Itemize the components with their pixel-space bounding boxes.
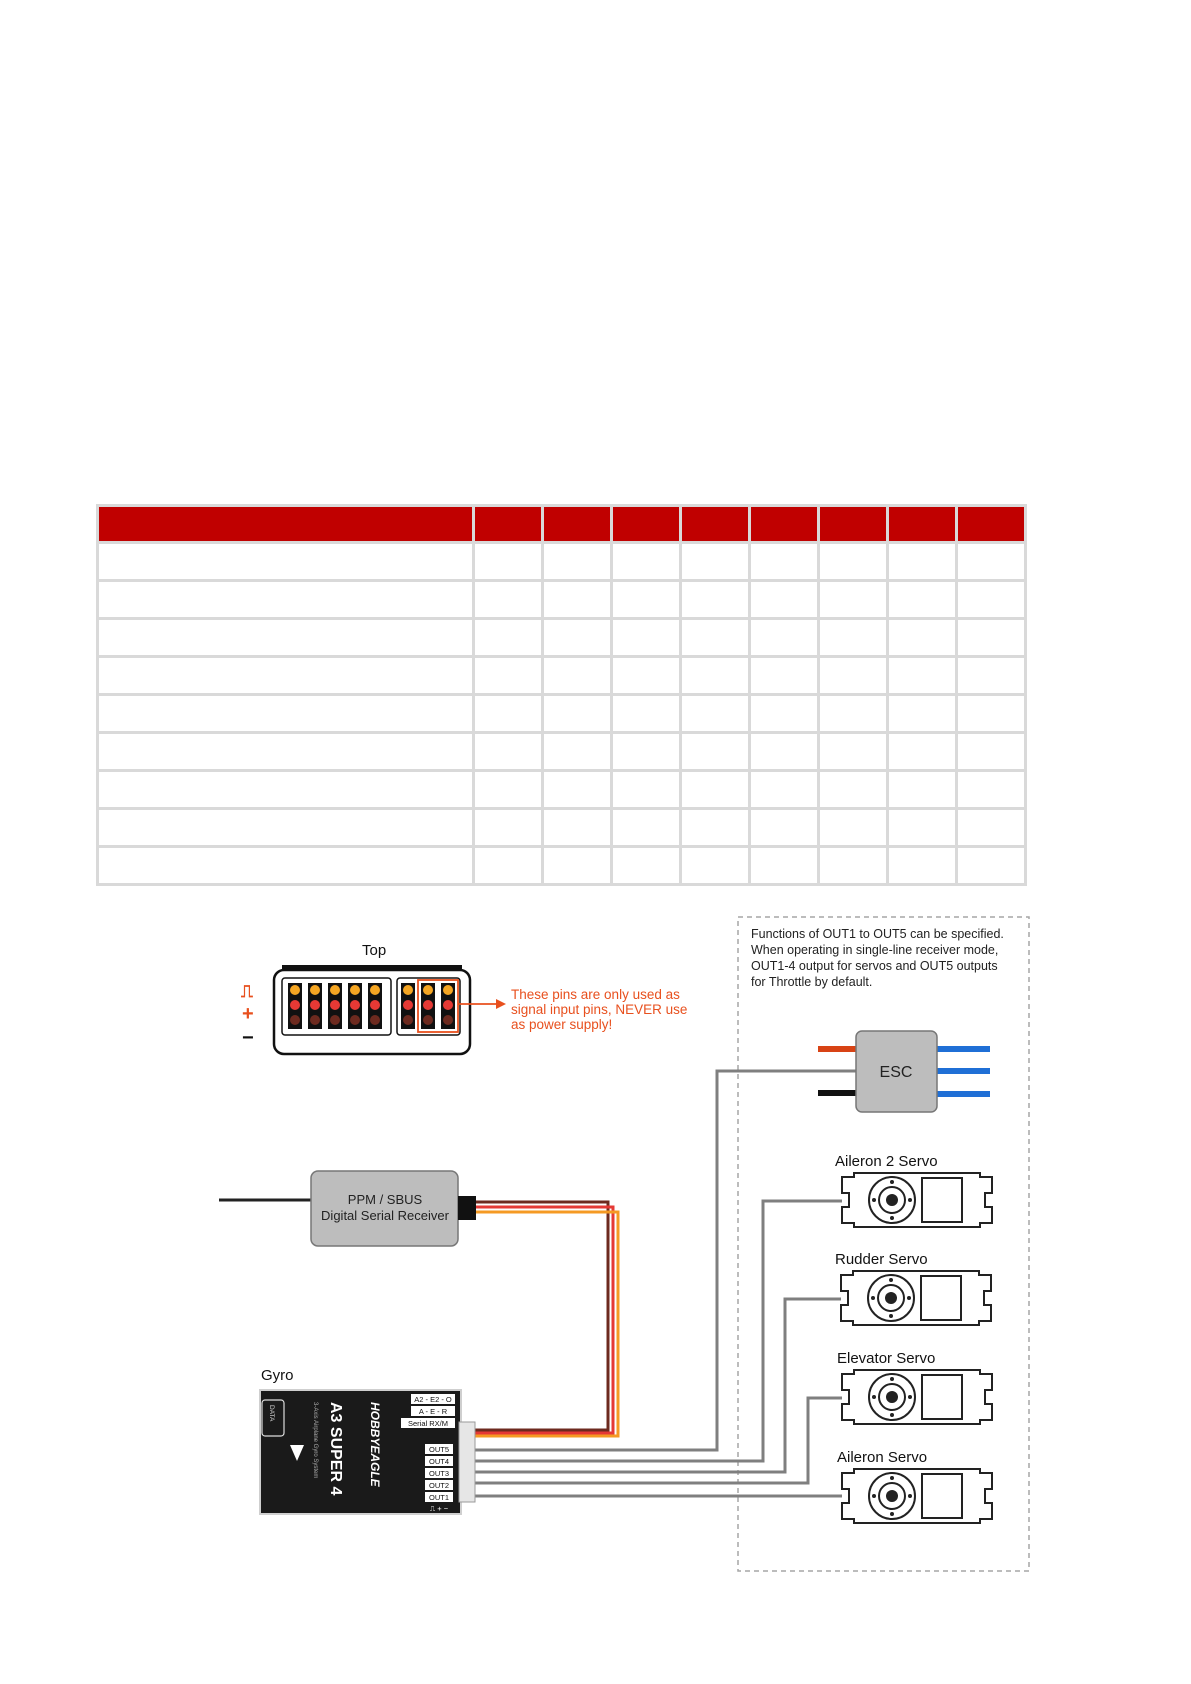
gyro: [259, 1389, 475, 1515]
port-label: A - E - R: [418, 1407, 448, 1416]
warning-text: These pins are only used as signal input pins, NEVER use as power supply!: [511, 987, 688, 1032]
warning-arrow-head: [496, 999, 506, 1009]
pin-column: [308, 983, 322, 1029]
gyro-out-labels: [425, 1444, 453, 1502]
servo-label: Rudder Servo: [835, 1251, 928, 1268]
signal-pin-symbol: ⎍: [241, 982, 253, 1001]
wire-out5-esc: [466, 1071, 858, 1450]
data-port-label: DATA: [268, 1405, 275, 1422]
out-label: OUT2: [428, 1481, 450, 1490]
pin-column: [368, 983, 382, 1029]
servo-aileron: [837, 1449, 992, 1523]
pin-column: [401, 983, 415, 1029]
pin-column: [328, 983, 342, 1029]
servo-label: Aileron Servo: [837, 1449, 928, 1466]
receiver-label-1: PPM / SBUS: [347, 1192, 423, 1207]
servo-label: Aileron 2 Servo: [835, 1153, 938, 1170]
receiver-label-2: Digital Serial Receiver: [321, 1208, 449, 1223]
servo-aileron-2: [835, 1153, 992, 1227]
pin-columns: [288, 983, 455, 1029]
servo-rudder: [835, 1251, 991, 1325]
gyro-subtitle: 3-Axis Airplane Gyro System: [312, 1402, 318, 1479]
wire-out3-rudder: [466, 1299, 841, 1472]
port-label: A2 - E2 - O: [414, 1395, 452, 1404]
minus-pin-symbol: −: [242, 1027, 254, 1049]
gyro-pin-header: [459, 1422, 475, 1502]
receiver: [311, 1171, 476, 1246]
servo-elevator: [837, 1350, 992, 1424]
gyro-model: A3 SUPER 4: [327, 1402, 344, 1496]
out-label: OUT5: [428, 1445, 450, 1454]
note-text: Functions of OUT1 to OUT5 can be specified. When operating in single-line receiver mode, OUT1-4 output for servos and OUT5 outputs for Throttle by default.: [751, 927, 1004, 989]
pin-column: [348, 983, 362, 1029]
receiver-cable: [466, 1202, 618, 1436]
top-view-title: Top: [362, 942, 387, 959]
out-label: OUT3: [428, 1469, 450, 1478]
gyro-brand: HOBBYEAGLE: [368, 1402, 382, 1487]
pin-column: [421, 983, 435, 1029]
gyro-pin-legend: ⎍ + −: [429, 1504, 449, 1513]
esc-label: ESC: [879, 1064, 913, 1081]
out-label: OUT4: [428, 1457, 450, 1466]
pin-column: [441, 983, 455, 1029]
out-label: OUT1: [428, 1493, 450, 1502]
pin-column: [288, 983, 302, 1029]
gyro-caption: Gyro: [261, 1367, 294, 1384]
port-label: Serial RX/M: [407, 1419, 449, 1428]
servo-label: Elevator Servo: [837, 1350, 936, 1367]
plus-pin-symbol: +: [242, 1003, 254, 1025]
